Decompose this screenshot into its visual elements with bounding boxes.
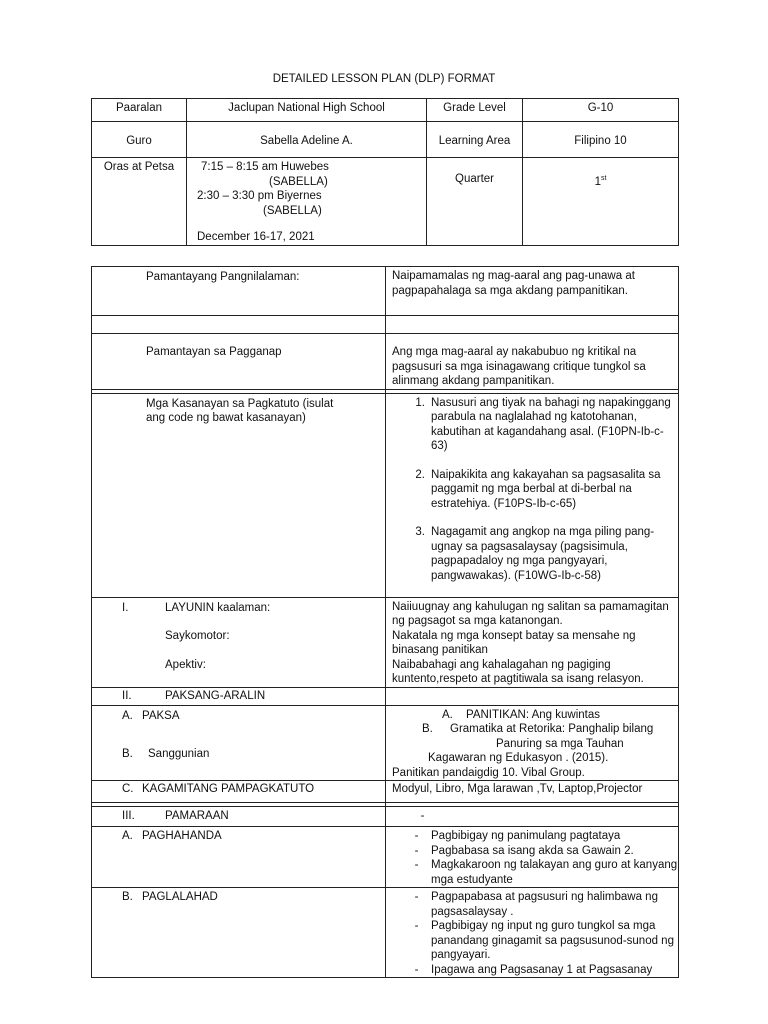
paksa-b-text: Gramatika at Retorika: Panghalip bilang: [450, 723, 654, 735]
pagganap-row: [92, 334, 679, 390]
learning-area-label: Learning Area: [427, 122, 523, 158]
pamaraan-row: [92, 807, 679, 827]
paksa-a-text: PANITIKAN: Ang kuwintas: [466, 708, 601, 721]
layunin-line-1: Naiiuugnay ang kahulugan ng salitan sa pamamagitan ng pagsagot sa mga katanongan.: [392, 600, 669, 627]
pamantayang-label: Pamantayang Pangnilalaman:: [92, 267, 386, 316]
layunin-apektiv-label: Apektiv:: [165, 658, 206, 671]
layunin-text: [386, 597, 679, 687]
pamantayang-text: Naipamamalas ng mag-aaral ang pag-unawa at pagpapahalaga sa mga akdang pampanitikan.: [386, 267, 679, 316]
schedule-time-1: 7:15 – 8:15 am Huwebes: [201, 161, 329, 173]
teacher-name: Sabella Adeline A.: [187, 122, 427, 158]
paksa-a-number: A.: [442, 708, 453, 721]
schedule-cell: [187, 158, 427, 246]
kasanayan-item: 2. Naipakikita ang kakayahan sa pagsasalita sa paggamit ng mga berbal at di-berbal na estratehiya. (F10PS-Ib-c-65): [415, 468, 661, 510]
dash-bullet: -: [420, 810, 425, 822]
paghahanda-list-cell: [386, 827, 679, 888]
pamaraan-dash-cell: [386, 807, 679, 827]
paglalahad-label: PAGLALAHAD: [142, 891, 218, 903]
spacer-row: [92, 316, 679, 334]
pamantayang-row: [92, 267, 679, 316]
pamaraan-label: PAMARAAN: [165, 810, 229, 822]
paghahanda-item: - Pagbibigay ng panimulang pagtataya: [414, 830, 621, 842]
oras-petsa-label: Oras at Petsa: [92, 158, 187, 246]
guro-label: Guro: [92, 122, 187, 158]
pamaraan-number: III.: [122, 810, 135, 822]
paghahanda-number: A.: [122, 830, 133, 842]
paksa-content: [386, 705, 679, 781]
kasanayan-item: 3. Nagagamit ang angkop na mga piling pang-ugnay sa pagsasalaysay (pagsisimula, pagpapadaloy ng mga pangyayari, pangwawakas). (F10WG-Ib-c-58): [415, 526, 655, 582]
kagamitan-row: [92, 781, 679, 803]
layunin-saykomotor-label: Saykomotor:: [165, 630, 230, 642]
document-title: DETAILED LESSON PLAN (DLP) FORMAT: [272, 73, 496, 85]
paglalahad-row: [92, 888, 679, 978]
learning-area-value: Filipino 10: [523, 122, 679, 158]
layunin-number: I.: [122, 601, 129, 614]
paghahanda-label: PAGHAHANDA: [142, 830, 222, 842]
paghahanda-item: - Magkakaroon ng talakayan ang guro at kanyang mga estudyante: [414, 859, 678, 886]
quarter-label: Quarter: [427, 158, 523, 246]
pagganap-text: Ang mga mag-aaral ay nakabubuo ng kritikal na pagsusuri sa mga isinagawang critique tungkol sa alinmang akdang pampanitikan.: [386, 334, 679, 390]
paghahanda-row: [92, 827, 679, 888]
quarter-suffix: st: [600, 175, 607, 182]
paksa-number: A.: [122, 709, 133, 722]
schedule-date: December 16-17, 2021: [197, 231, 315, 243]
quarter-number: 1: [594, 175, 601, 188]
paksa-b-text-cont: Panuring sa mga Tauhan: [496, 737, 624, 750]
kasanayan-list: [386, 396, 674, 584]
paksang-aralin-row: [92, 687, 679, 705]
paglalahad-number: B.: [122, 891, 133, 903]
paghahanda-item: - Pagbabasa sa isang akda sa Gawain 2.: [414, 844, 634, 857]
paglalahad-list: [386, 890, 678, 977]
sanggunian-ref-2: Panitikan pandaigdig 10. Vibal Group.: [392, 766, 585, 779]
paglalahad-item: - Ipagawa ang Pagsasanay 1 at Pagsasanay: [414, 963, 653, 976]
paksang-label: PAKSANG-ARALIN: [165, 689, 266, 702]
paglalahad-item: - Pagbibigay ng input ng guro tungkol sa mga panandang ginagamit sa pagsusunod-sunod ng pangyayari.: [414, 920, 674, 961]
sanggunian-ref-1: Kagawaran ng Edukasyon . (2015).: [428, 752, 609, 764]
pagganap-label: Pamantayan sa Pagganap: [92, 334, 386, 390]
layunin-row: [92, 597, 679, 687]
layunin-kaalaman-label: LAYUNIN kaalaman:: [165, 601, 271, 614]
kagamitan-number: C.: [122, 783, 134, 795]
kasanayan-item: 1. Nasusuri ang tiyak na bahagi ng napakinggang parabula na naglalahad ng katotohanan, kabutihan at kagandahang asal. (F10PN-Ib-c-63): [415, 396, 671, 452]
layunin-labels: [92, 597, 386, 687]
paglalahad-list-cell: [386, 888, 679, 978]
schedule-time-2: 2:30 – 3:30 pm Biyernes: [197, 190, 322, 202]
sanggunian-label: Sanggunian: [148, 748, 210, 760]
paksa-b-number: B.: [422, 723, 433, 735]
paglalahad-item: - Pagpapabasa at pagsusuri ng halimbawa ng pagsasalaysay .: [414, 891, 658, 918]
grade-level-value: G-10: [523, 99, 679, 122]
grade-level-label: Grade Level: [427, 99, 523, 122]
paghahanda-list: [386, 829, 678, 887]
kagamitan-label: KAGAMITANG PAMPAGKATUTO: [142, 783, 315, 795]
paksa-label: PAKSA: [142, 709, 180, 722]
paksang-number: II.: [122, 689, 132, 702]
school-name: Jaclupan National High School: [187, 99, 427, 122]
schedule-name-2: (SABELLA): [263, 204, 322, 217]
quarter-value: [523, 158, 679, 246]
header-table: [91, 98, 679, 246]
paksa-row: [92, 705, 679, 781]
paksa-labels: [92, 705, 386, 781]
kasanayan-label: Mga Kasanayan sa Pagkatuto (isulat ang code ng bawat kasanayan): [92, 393, 386, 597]
kasanayan-row: [92, 393, 679, 597]
kasanayan-list-cell: [386, 393, 679, 597]
layunin-line-2: Nakatala ng mga konsept batay sa mensahe ng binasang panitikan: [392, 629, 636, 656]
lesson-plan-table: [91, 266, 679, 978]
kagamitan-text: Modyul, Libro, Mga larawan ,Tv, Laptop,Projector: [386, 781, 679, 803]
sanggunian-number: B.: [122, 748, 133, 760]
paaralan-label: Paaralan: [92, 99, 187, 122]
layunin-line-3: Naibabahagi ang kahalagahan ng pagiging kuntento,respeto at pagtitiwala sa isang relasyon.: [392, 658, 644, 685]
schedule-name-1: (SABELLA): [269, 175, 328, 188]
